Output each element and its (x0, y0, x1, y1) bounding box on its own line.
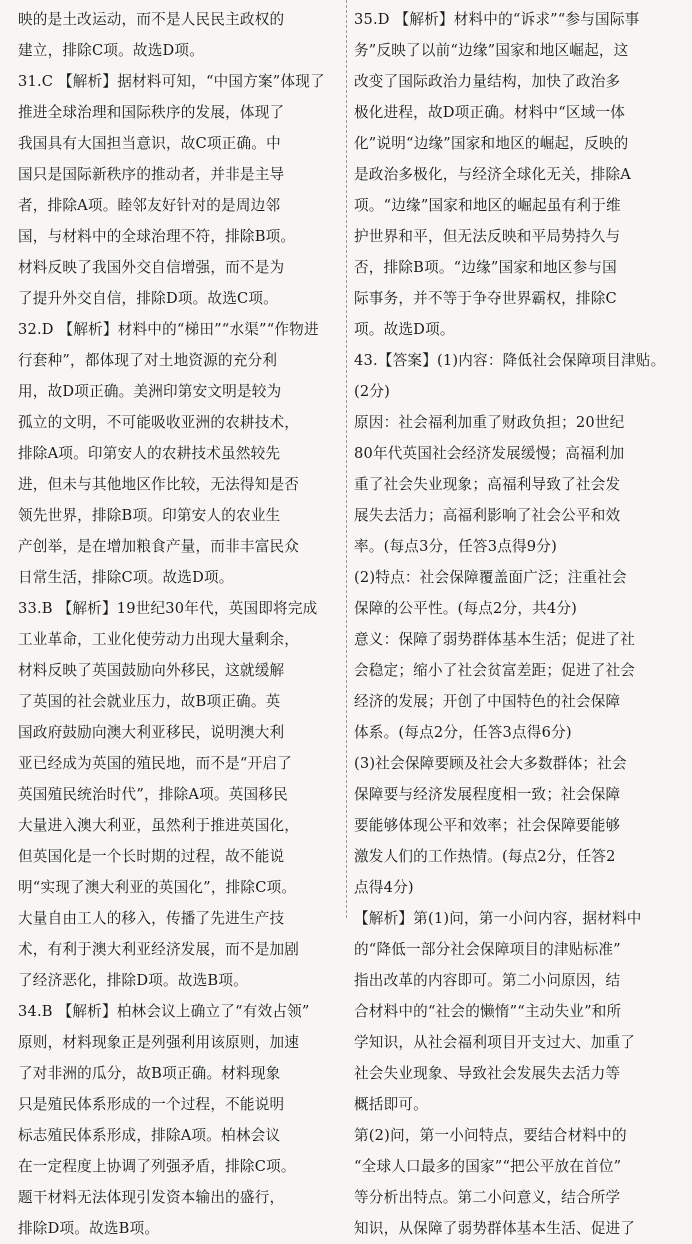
text-line: 概括即可。 (354, 1096, 428, 1113)
text-line: 映的是土改运动，而不是人民民主政权的 (18, 11, 285, 28)
text-line: 第(2)问，第一小问特点，要结合材料中的 (354, 1127, 627, 1144)
text-line: 原因：社会福利加重了财政负担；20世纪 (354, 414, 625, 431)
text-line: 标志殖民体系形成，排除A项。柏林会议 (18, 1127, 281, 1144)
text-line: 激发人们的工作热情。(每点2分，任答2 (354, 848, 616, 865)
text-line: 要能够体现公平和效率；社会保障要能够 (354, 817, 621, 834)
text-line: 我国具有大国担当意识，故C项正确。中 (18, 135, 281, 152)
text-line: 经济的发展；开创了中国特色的社会保障 (354, 693, 621, 710)
text-line: 材料反映了英国鼓励向外移民，这就缓解 (18, 662, 285, 679)
text-line: (3)社会保障要顾及社会大多数群体；社会 (354, 755, 627, 772)
text-line: 术，有利于澳大利亚经济发展，而不是加剧 (18, 941, 300, 958)
text-line: 题干材料无法体现引发资本输出的盛行， (18, 1189, 285, 1206)
text-line: 知识，从保障了弱势群体基本生活、促进了 (354, 1220, 636, 1237)
text-line: 35.D 【解析】材料中的“诉求”“参与国际事 (354, 11, 640, 28)
text-line: 日常生活，排除C项。故选D项。 (18, 569, 234, 586)
text-line: 合材料中的“社会的懒惰”“主动失业”和所 (354, 1003, 622, 1020)
text-line: 只是殖民体系形成的一个过程，不能说明 (18, 1096, 285, 1113)
text-line: 指出改革的内容即可。第二小问原因，结 (354, 972, 621, 989)
text-line: 是政治多极化，与经济全球化无关，排除A (354, 166, 632, 183)
text-line: 务”反映了以前“边缘”国家和地区崛起，这 (354, 42, 629, 59)
text-line: 国，与材料中的全球治理不符，排除B项。 (18, 228, 296, 245)
text-line: 排除A项。印第安人的农耕技术虽然较先 (18, 445, 281, 462)
text-line: 亚已经成为英国的殖民地，而不是“开启了 (18, 755, 292, 772)
text-line: 但英国化是一个长时期的过程，故不能说 (18, 848, 285, 865)
text-line: 31.C 【解析】据材料可知，“中国方案”体现了 (18, 73, 325, 90)
text-line: 社会失业现象、导致社会发展失去活力等 (354, 1065, 621, 1082)
text-line: 等分析出特点。第二小问意义，结合所学 (354, 1189, 621, 1206)
text-line: 体系。(每点2分，任答3点得6分) (354, 724, 572, 741)
text-line: 否，排除B项。“边缘”国家和地区参与国 (354, 259, 617, 276)
text-line: 展失去活力；高福利影响了社会公平和效 (354, 507, 621, 524)
left-column (18, 4, 340, 1244)
text-line: 材料反映了我国外交自信增强，而不是为 (18, 259, 285, 276)
text-line: 会稳定；缩小了社会贫富差距；促进了社会 (354, 662, 636, 679)
text-line: 率。(每点3分，任答3点得9分) (354, 538, 557, 555)
text-line: 重了社会失业现象；高福利导致了社会发 (354, 476, 621, 493)
text-line: 项。“边缘”国家和地区的崛起虽有利于维 (354, 197, 621, 214)
text-line: 孤立的文明，不可能吸收亚洲的农耕技术， (18, 414, 300, 431)
text-line: (2分) (354, 383, 391, 400)
text-line: 80年代英国社会经济发展缓慢；高福利加 (354, 445, 625, 462)
right-column (354, 4, 680, 1244)
text-line: 明“实现了澳大利亚的英国化”，排除C项。 (18, 879, 297, 896)
text-line: 建立，排除C项。故选D项。 (18, 42, 204, 59)
text-line: 了对非洲的瓜分，故B项正确。材料现象 (18, 1065, 281, 1082)
text-line: 的“降低一部分社会保障项目的津贴标准” (354, 941, 621, 958)
text-line: 者，排除A项。睦邻友好针对的是周边邻 (18, 197, 281, 214)
text-line: 大量自由工人的移入，传播了先进生产技 (18, 910, 285, 927)
text-line: 推进全球治理和国际秩序的发展，体现了 (18, 104, 285, 121)
text-line: 保障要与经济发展程度相一致；社会保障 (354, 786, 621, 803)
text-line: 意义：保障了弱势群体基本生活；促进了社 (354, 631, 636, 648)
text-line: 进，但未与其他地区作比较，无法得知是否 (18, 476, 300, 493)
text-line: 了提升外交自信，排除D项。故选C项。 (18, 290, 278, 307)
text-line: 学知识，从社会福利项目开支过大、加重了 (354, 1034, 636, 1051)
text-line: 领先世界，排除B项。印第安人的农业生 (18, 507, 281, 524)
text-line: 护世界和平，但无法反映和平局势持久与 (354, 228, 621, 245)
text-line: 改变了国际政治力量结构，加快了政治多 (354, 73, 621, 90)
text-line: 43.【答案】(1)内容：降低社会保障项目津贴。 (354, 352, 666, 369)
text-line: (2)特点：社会保障覆盖面广泛；注重社会 (354, 569, 627, 586)
text-line: 了经济恶化，排除D项。故选B项。 (18, 972, 248, 989)
text-line: 项。故选D项。 (354, 321, 455, 338)
text-line: 保障的公平性。(每点2分，共4分) (354, 600, 578, 617)
text-line: 工业革命，工业化使劳动力出现大量剩余， (18, 631, 300, 648)
column-divider (346, 0, 347, 918)
text-line: 33.B 【解析】19世纪30年代，英国即将完成 (18, 600, 318, 617)
text-line: 排除D项。故选B项。 (18, 1220, 160, 1237)
text-line: 国只是国际新秩序的推动者，并非是主导 (18, 166, 285, 183)
text-line: 原则，材料现象正是列强利用该原则，加速 (18, 1034, 300, 1051)
text-line: 产创举，是在增加粮食产量，而非丰富民众 (18, 538, 300, 555)
text-line: 点得4分) (354, 879, 414, 896)
text-line: 用，故D项正确。美洲印第安文明是较为 (18, 383, 282, 400)
text-line: 34.B 【解析】柏林会议上确立了“有效占领” (18, 1003, 310, 1020)
text-line: 32.D 【解析】材料中的“梯田”“水渠”“作物进 (18, 321, 319, 338)
text-line: 英国殖民统治时代”，排除A项。英国移民 (18, 786, 288, 803)
text-line: 化”说明“边缘”国家和地区的崛起，反映的 (354, 135, 629, 152)
text-line: 大量进入澳大利亚，虽然利于推进英国化， (18, 817, 300, 834)
text-line: 了英国的社会就业压力，故B项正确。英 (18, 693, 281, 710)
text-line: 极化进程，故D项正确。材料中“区域一体 (354, 104, 626, 121)
text-line: 【解析】第(1)问，第一小问内容，据材料中 (354, 910, 642, 927)
text-line: 行套种”，都体现了对土地资源的充分利 (18, 352, 278, 369)
text-line: “全球人口最多的国家”“把公平放在首位” (354, 1158, 622, 1175)
text-line: 国政府鼓励向澳大利亚移民，说明澳大利 (18, 724, 285, 741)
text-line: 在一定程度上协调了列强矛盾，排除C项。 (18, 1158, 296, 1175)
text-line: 际事务，并不等于争夺世界霸权，排除C (354, 290, 617, 307)
